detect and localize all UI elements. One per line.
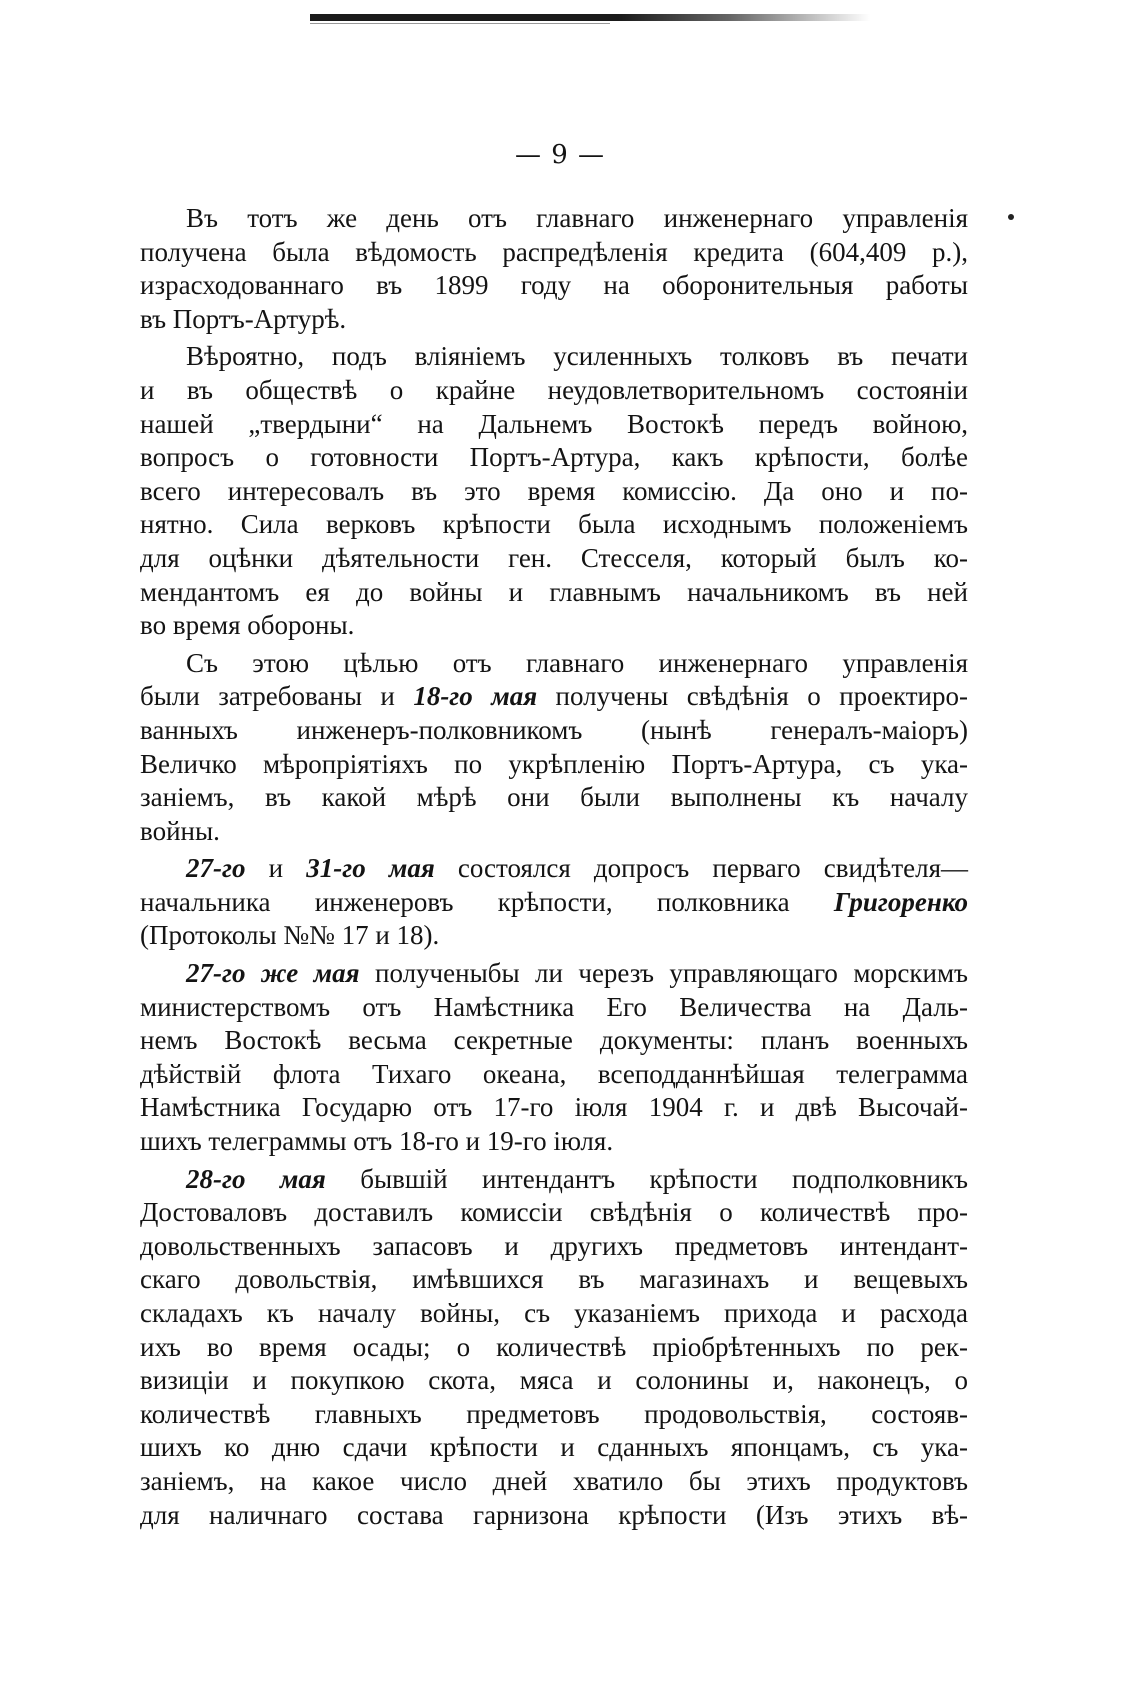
text-line: ихъ во время осады; о количествѣ пріобрѣтенныхъ по рек- bbox=[140, 1331, 968, 1362]
text-line: вопросъ о готовности Портъ-Артура, какъ крѣпости, болѣе bbox=[140, 442, 968, 473]
text-line: всего интересовалъ въ это время комиссію. Да оно и по- bbox=[140, 475, 968, 506]
text-line: Съ этою цѣлью отъ главнаго инженернаго управленія bbox=[186, 647, 968, 678]
text-line: мендантомъ ея до войны и главнымъ начальникомъ въ ней bbox=[140, 576, 968, 607]
text-run: начальника инженеровъ крѣпости, полковника bbox=[140, 886, 834, 917]
text-line: Намѣстника Государю отъ 17-го іюля 1904 г. и двѣ Высочай- bbox=[140, 1092, 968, 1123]
text-line: нятно. Сила верковъ крѣпости была исходнымъ положеніемъ bbox=[140, 509, 968, 540]
text-run: состоялся допросъ перваго свидѣтеля— bbox=[434, 853, 968, 884]
text-line: скаго довольствія, имѣвшихся въ магазинахъ и вещевыхъ bbox=[140, 1264, 968, 1295]
text-line: (Протоколы №№ 17 и 18). bbox=[140, 920, 440, 951]
paragraph-4 bbox=[140, 852, 968, 953]
date-emphasis: 27-го bbox=[186, 853, 246, 884]
date-emphasis: 31-го мая bbox=[306, 853, 435, 884]
text-line: довольственныхъ запасовъ и другихъ предметовъ интендант- bbox=[140, 1230, 968, 1261]
page-number: — 9 — bbox=[514, 140, 606, 170]
text-line bbox=[140, 680, 968, 714]
text-line bbox=[140, 1163, 968, 1197]
page-body bbox=[140, 202, 968, 1536]
text-line: шихъ ко дню сдачи крѣпости и сданныхъ японцамъ, съ ука- bbox=[140, 1432, 968, 1463]
text-line: Вѣроятно, подъ вліяніемъ усиленныхъ толковъ въ печати bbox=[186, 341, 968, 372]
text-line: шихъ телеграммы отъ 18-го и 19-го іюля. bbox=[140, 1126, 614, 1157]
text-line: получена была вѣдомость распредѣленія кредита (604,409 р.), bbox=[140, 236, 968, 267]
text-line: израсходованнаго въ 1899 году на оборонительныя работы bbox=[140, 270, 968, 301]
text-line: въ Портъ-Артурѣ. bbox=[140, 303, 347, 334]
paragraph-2 bbox=[140, 340, 968, 642]
paragraph-5 bbox=[140, 957, 968, 1159]
text-line: нашей „твердыни“ на Дальнемъ Востокѣ передъ войною, bbox=[140, 408, 968, 439]
text-run: полученыбы ли черезъ управляющаго морскимъ bbox=[359, 958, 969, 989]
text-line: министерствомъ отъ Намѣстника Его Величества на Даль- bbox=[140, 991, 968, 1022]
date-emphasis: 27-го же мая bbox=[186, 958, 360, 989]
text-line: количествѣ главныхъ предметовъ продовольствія, состояв- bbox=[140, 1398, 968, 1429]
text-line: Достоваловъ доставилъ комиссіи свѣдѣнія о количествѣ про- bbox=[140, 1197, 968, 1228]
text-line: войны. bbox=[140, 815, 220, 846]
text-line: и въ обществѣ о крайне неудовлетворительномъ состояніи bbox=[140, 374, 968, 405]
scan-artifact-rule bbox=[310, 14, 870, 21]
paragraph-6 bbox=[140, 1163, 968, 1533]
text-line bbox=[140, 957, 968, 991]
text-line: немъ Востокѣ весьма секретные документы: планъ военныхъ bbox=[140, 1025, 968, 1056]
text-line: заніемъ, на какое число дней хватило бы этихъ продуктовъ bbox=[140, 1465, 968, 1496]
text-line: Въ тотъ же день отъ главнаго инженернаго управленія bbox=[186, 203, 968, 233]
text-run: бывшій интендантъ крѣпости подполковникъ bbox=[325, 1163, 968, 1194]
paragraph-1 bbox=[140, 202, 968, 336]
name-emphasis: Григоренко bbox=[833, 886, 968, 917]
text-run: получены свѣдѣнія о проектиро- bbox=[537, 681, 968, 712]
text-line: дѣйствій флота Тихаго океана, всеподданнѣйшая телеграмма bbox=[140, 1058, 968, 1089]
text-run: были затребованы и bbox=[140, 681, 414, 712]
date-emphasis: 28-го мая bbox=[186, 1163, 326, 1194]
text-run: и bbox=[245, 853, 307, 884]
text-line: ванныхъ инженеръ-полковникомъ (нынѣ генералъ-маіоръ) bbox=[140, 714, 968, 745]
text-line: складахъ къ началу войны, съ указаніемъ прихода и расхода bbox=[140, 1298, 968, 1328]
text-line: для наличнаго состава гарнизона крѣпости (Изъ этихъ вѣ- bbox=[140, 1499, 968, 1530]
text-line bbox=[140, 886, 968, 920]
date-emphasis: 18-го мая bbox=[413, 681, 538, 712]
text-line: во время обороны. bbox=[140, 610, 355, 641]
text-line: для оцѣнки дѣятельности ген. Стесселя, который былъ ко- bbox=[140, 542, 968, 573]
text-line: Величко мѣропріятіяхъ по укрѣпленію Портъ-Артура, съ ука- bbox=[140, 748, 968, 779]
text-line bbox=[140, 852, 968, 886]
scan-artifact-dot bbox=[1008, 214, 1014, 220]
paragraph-3 bbox=[140, 647, 968, 849]
text-line: визиціи и покупкою скота, мяса и солонины и, наконецъ, о bbox=[140, 1365, 968, 1396]
text-line: заніемъ, въ какой мѣрѣ они были выполнены къ началу bbox=[140, 782, 968, 813]
